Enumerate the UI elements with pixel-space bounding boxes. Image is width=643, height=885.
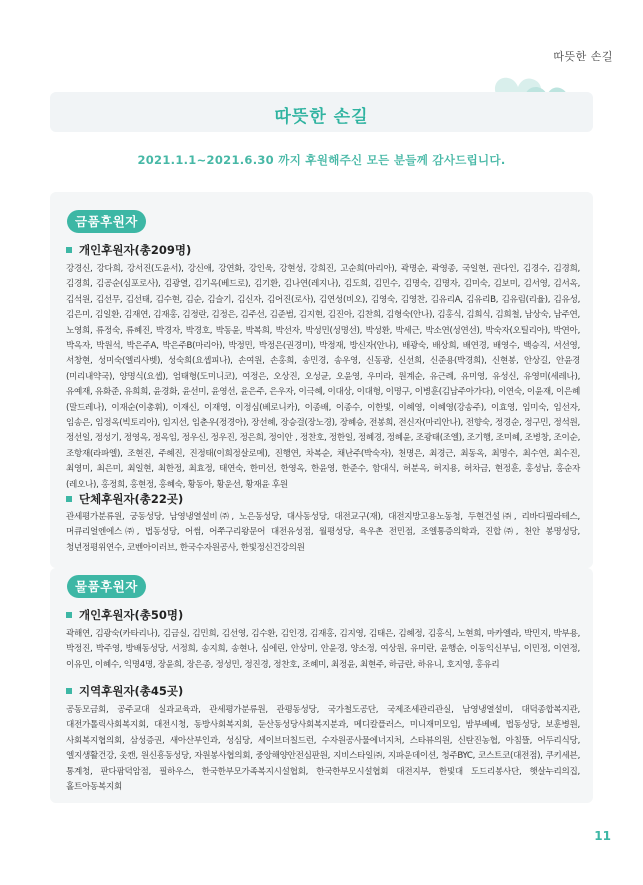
square-bullet-icon [66,612,72,618]
group-heading-text: 지역후원자(총45곳) [79,684,184,698]
donor-names-regional: 공동모금회, 공주교대 실과교육과, 관세평가분류원, 관평동성당, 국가철도공단, 국제조세관리관실, 남영냉열설비, 대덕종합복지관, 대전가톨릭사회복지회, 대전시청, 동방사회복지회, 둔산동성당사회복지분과, 메디칼플러스, 미니재미모임, 밤부베베, 법동성당, 보훈병원, 사회복지협의회, 삼성증권, 새아산부인과, 성심당, 세이브더칠드런, 수자원공사물에너지처, 스타뷰의원, 신탄진농협, 아침뜰, 어두리식당, 엘지생활건강, 옷캔, 원신흥동성당, 자원봉사협의회, 중앙해양안전심판원, 지비스타일㈜, 지파운데이션, 청주BYC, 코스트코(대전점), 쿠키세븐, 통계청, 판다팜덕암점, 필하우스, 한국한부모가족복지시설협회, 한국한부모시설협회 대전지부, 한빛대 도드리봉사단, 햇살누리의집, 홀트아동복지회 [66,705,580,793]
group-heading-text: 단체후원자(총22곳) [79,492,184,506]
donor-names-individual: 강경신, 강다희, 강서진(도윤서), 강신애, 강연화, 강인욱, 강현성, 강희진, 고순희(마리아), 곽명순, 곽영종, 국일현, 권다인, 김경수, 김경희, 김경희, 김공순(심포로사), 김광열, 김기옥(베드로), 김기환, 김나연(레지나), 김도희, 김민수, 김명숙, 김명자, 김미숙, 김보미, 김서영, 김서옥, 김석원, 김선무, 김선태, 김수현, 김순, 김슬기, 김신자, 김어진(로사), 김연성(비오), 김영숙, 김영찬, 김유리A, 김유리B, 김유림(리율), 김유성, 김은미, 김일환, 김재연, 김재홍, 김정란, 김정은, 김주선, 김준범, 김지현, 김진아, 김찬희, 김형숙(안나), 김홍식, 김희식, 김희철, 남상숙, 남주연, 노영희, 류정숙, 류혜진, 박경자, 박경호, 박동윤, 박복희, 박선자, 박성민(성명선), 박성환, 박세근, 박소연(성연선), 박숙자(오틸리아), 박연아, 박옥자, 박원석, 박은주A, 박은주B(마리아), 박정민, 박정은(권경미), 박정재, 방신자(안나), 배광숙, 배상희, 배연경, 배영수, 백승직, 서선영, 서창현, 성미숙(엘리사벳), 성숙희(요셉피나), 손여원, 손홍희, 송민경, 송우영, 신동광, 신선희, 신준용(박경희), 신현봉, 안상길, 안윤경(미리내약국), 양명식(요셉), 엄태형(도미니코), 여정은, 오상진, 오성균, 오윤영, 우미라, 원계순, 유근례, 유미영, 유성신, 유영미(세레나), 유예재, 유화준, 유희희, 윤경화, 윤선미, 윤영선, 윤은주, 은우자, 이극혜, 이대상, 이대형, 이명구, 이병훈(김남주아가다), 이연숙, 이윤재, 이은혜(말드레나), 이재순(이총휘), 이재신, 이재영, 이정심(베로니카), 이종배, 이종수, 이한빛, 이혜영, 이혜영(강송주), 이효영, 임미숙, 임선자, 임송은, 임정옥(빅토리아), 임지선, 임춘우(정경아), 장선혜, 장승걸(장노경), 장혜승, 전봉희, 전신자(마리안나), 전향숙, 정경순, 정구민, 정석원, 정선일, 정성기, 정영옥, 정옥임, 정우신, 정우진, 정은희, 정이안 , 정찬호, 정한일, 정혜경, 정혜윤, 조광태(조엘), 조기행, 조미혜, 조병창, 조이순, 조항재(라파엘), 조현진, 주혜진, 진정태(이희정살로메), 진행연, 차복순, 채난주(박숙자), 천명은, 최경근, 최동옥, 최명수, 최수연, 최수진, 최영미, 최은미, 최일현, 최한정, 최효정, 태연숙, 한미선, 한영옥, 한윤영, 한준수, 함대식, 허분옥, 허지용, 허차금, 현정훈, 홍성남, 홍순자(레오나), 홍정희, 홍현정, 홍혜숙, 황동아, 황운선, 황재윤 후원 [66,264,580,490]
group-heading-individual [66,242,191,258]
square-bullet-icon [66,496,72,502]
square-bullet-icon [66,688,72,694]
title-box [50,92,593,132]
running-head: 따뜻한 손길 [553,50,613,63]
group-heading-text: 개인후원자(총209명) [79,243,192,257]
group-heading-text: 개인후원자(총50명) [79,608,184,622]
page-number: 11 [594,829,611,843]
group-heading-organization [66,491,183,507]
donor-names-individual-goods: 곽해연, 김광숙(카타리나), 김금실, 김민희, 김선영, 김수환, 김인경, 김재홍, 김지영, 김태은, 김혜정, 김홍식, 노현희, 마카엘라, 박민지, 박부용, 박정진, 박주영, 방배동성당, 서정희, 송지희, 송현나, 심에린, 안상미, 안윤경, 양소정, 여상원, 유미란, 윤행순, 이동익신부님, 이민정, 이연정, 이유민, 이혜수, 익명4명, 장윤희, 장은종, 정성민, 정진경, 정찬호, 조혜미, 최정윤, 최현주, 하금란, 하유니, 호지영, 홍유리 [66,629,580,670]
donor-names-organization: 관세평가분류원, 궁동성당, 남영냉열설비㈜, 노은동성당, 대사동성당, 대전교구(재), 대전지방고용노동청, 두현건설㈜, 리바디필라테스, 머큐리얼엔에스㈜, 법동성당, 어썸, 어쭈구리왕문어 대전유성점, 월평성당, 육우촌 전민점, 조엘통증의학과, 진합㈜, 천안 봉명성당, 청년정평위연수, 코벤아이러브, 한국수자원공사, 한빛정신건강의원 [66,512,580,553]
section-badge-monetary: 금품후원자 [67,210,146,233]
monetary-donors-panel [50,192,593,568]
group-heading-individual-goods [66,607,183,623]
square-bullet-icon [66,247,72,253]
page-title: 따뜻한 손길 [274,107,369,127]
goods-donors-panel [50,568,593,803]
group-heading-regional [66,683,183,699]
section-badge-goods: 물품후원자 [67,575,146,598]
thanks-line: 2021.1.1~2021.6.30 까지 후원해주신 모든 분들께 감사드립니다. [137,153,506,167]
